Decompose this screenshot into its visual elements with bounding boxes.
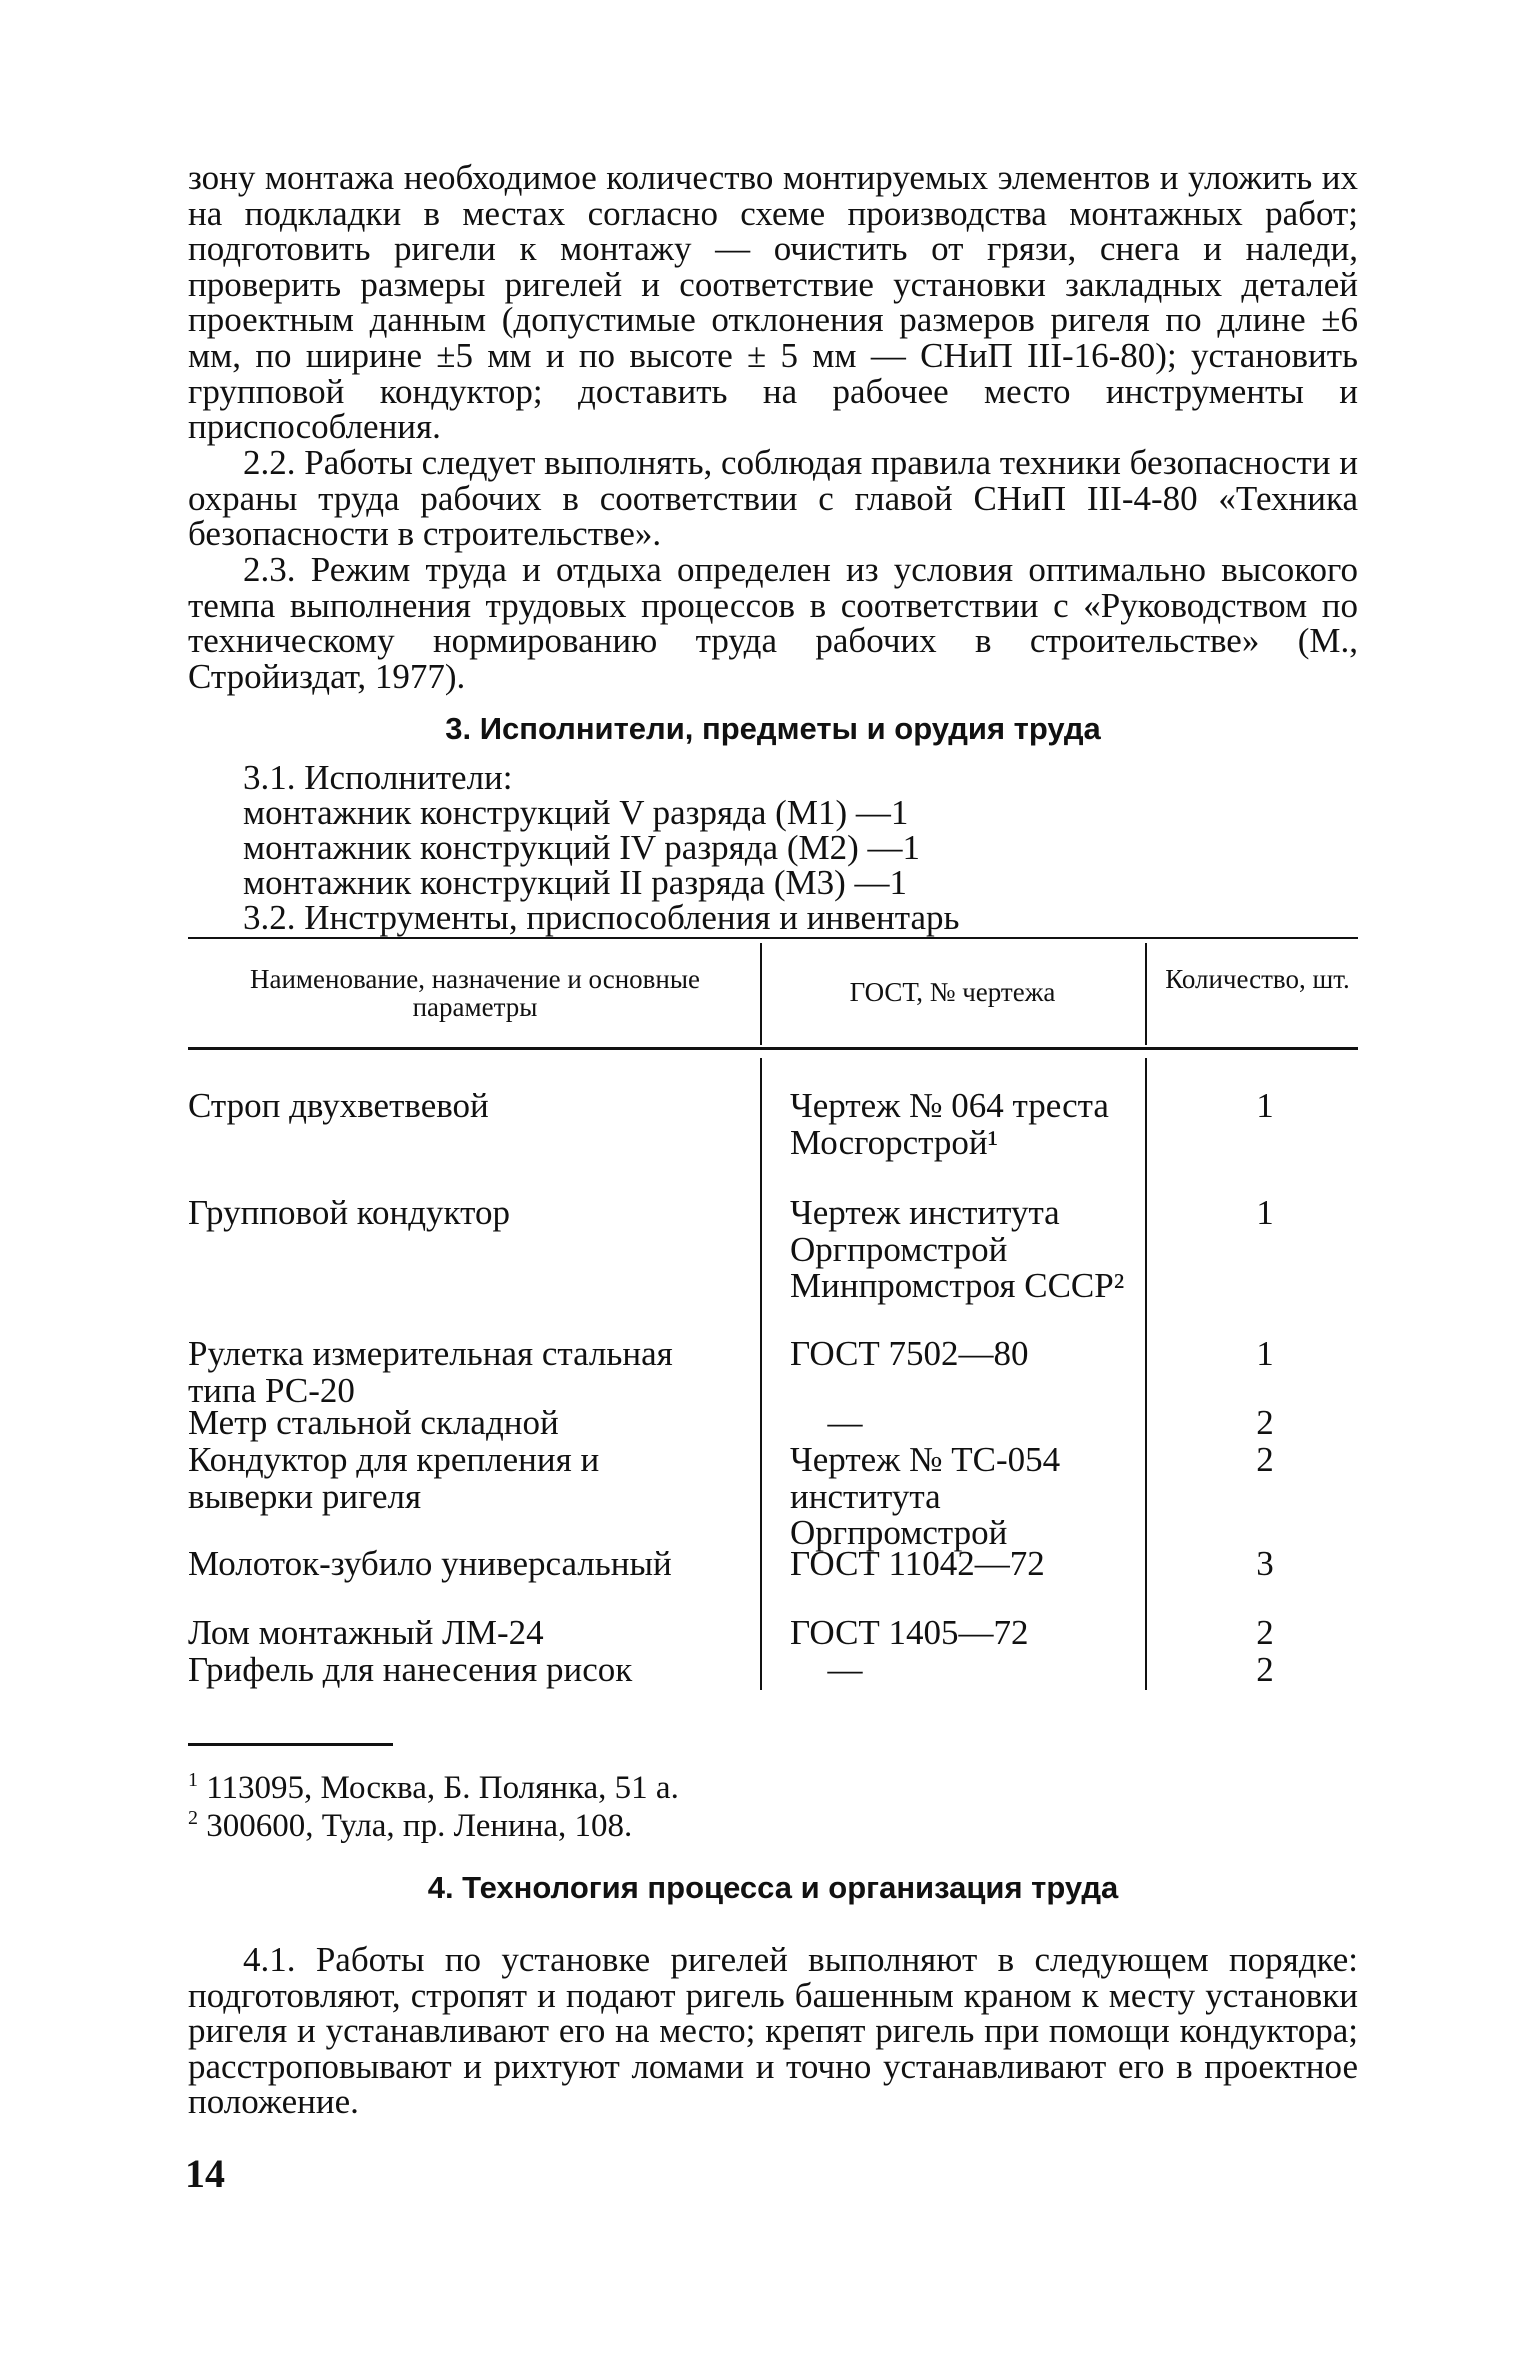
table-cell-name: Рулетка измерительная стальная типа РС-20 (188, 1334, 673, 1410)
table-cell-quantity: 1 (1256, 1193, 1274, 1232)
table-cell-name: Грифель для нанесения рисок (188, 1650, 633, 1689)
column-header-gost: ГОСТ, № чертежа (849, 977, 1056, 1007)
paragraph-2-3: 2.3. Режим труда и отдыха определен из условия оптимально высокого темпа выполнения трудовых процессов в соответствии с «Руководством по техническому нормированию труда рабочих в строительстве» (М., Стройиздат, 1977). (188, 550, 1358, 696)
performer-item: монтажник конструкций V разряда (М1) —1 (243, 793, 909, 832)
table-header-rule (188, 1047, 1358, 1050)
performer-item: монтажник конструкций II разряда (М3) —1 (243, 863, 908, 902)
table-cell-gost: Чертеж № 064 треста Мосгорстрой¹ (790, 1086, 1109, 1162)
table-cell-quantity: 2 (1256, 1403, 1274, 1442)
table-cell-gost: — (827, 1403, 863, 1442)
table-cell-gost: — (827, 1650, 863, 1689)
table-cell-gost: Чертеж № ТС-054 института Оргпромстрой (790, 1440, 1061, 1552)
table-cell-gost: Чертеж института Оргпромстрой Минпромстроя СССР² (790, 1193, 1125, 1305)
table-cell-quantity: 2 (1256, 1650, 1274, 1689)
page-number: 14 (185, 2151, 225, 2196)
footnote (188, 1800, 632, 1844)
table-cell-name: Групповой кондуктор (188, 1193, 510, 1232)
table-top-rule (188, 937, 1358, 939)
tools-heading: 3.2. Инструменты, приспособления и инвентарь (243, 898, 960, 937)
table-cell-quantity: 3 (1256, 1544, 1274, 1583)
footnote-text: 113095, Москва, Б. Полянка, 51 а. (206, 1770, 679, 1806)
table-cell-quantity: 2 (1256, 1440, 1274, 1479)
footnote-mark: 1 (188, 1769, 198, 1791)
table-cell-name: Метр стальной складной (188, 1403, 559, 1442)
table-cell-name: Лом монтажный ЛМ-24 (188, 1613, 544, 1652)
table-cell-quantity: 2 (1256, 1613, 1274, 1652)
column-header-name: Наименование, назначение и основные параметры (250, 964, 700, 1022)
table-cell-quantity: 1 (1256, 1334, 1274, 1373)
table-cell-gost: ГОСТ 7502—80 (790, 1334, 1029, 1373)
table-cell-name: Кондуктор для крепления и выверки ригеля (188, 1440, 600, 1516)
section-3-title: 3. Исполнители, предметы и орудия труда (445, 711, 1101, 746)
performers-heading: 3.1. Исполнители: (243, 758, 513, 797)
table-cell-gost: ГОСТ 11042—72 (790, 1544, 1045, 1583)
intro-paragraph: зону монтажа необходимое количество монтируемых элементов и уложить их на подкладки в местах согласно схеме производства монтажных работ; подготовить ригели к монтажу — очистить от грязи, снега и наледи, проверить размеры ригелей и соответствие установки закладных деталей проектным данным (допустимые отклонения размеров ригеля по длине ±6 мм, по ширине ±5 мм и по высоте ± 5 мм — СНиП III-16-80); установить групповой кондуктор; доставить на рабочее место инструменты и приспособления. (188, 158, 1358, 447)
footnote-mark: 2 (188, 1807, 198, 1829)
table-cell-name: Молоток-зубило универсальный (188, 1544, 672, 1583)
table-cell-quantity: 1 (1256, 1086, 1274, 1125)
table-divider (760, 943, 762, 1045)
footnote-text: 300600, Тула, пр. Ленина, 108. (206, 1808, 633, 1844)
table-divider (1145, 1058, 1147, 1690)
performer-item: монтажник конструкций IV разряда (М2) —1 (243, 828, 921, 867)
section-4-title: 4. Технология процесса и организация труда (427, 1870, 1119, 1905)
paragraph-4-1: 4.1. Работы по установке ригелей выполняют в следующем порядке: подготовляют, стропят и подают ригель башенным краном к месту установки ригеля и устанавливают его на место; крепят ригель при помощи кондуктора; расстроповывают и рихтуют ломами и точно устанавливают его в проектное положение. (188, 1940, 1358, 2122)
table-cell-gost: ГОСТ 1405—72 (790, 1613, 1029, 1652)
table-divider (1145, 943, 1147, 1045)
table-cell-name: Строп двухветвевой (188, 1086, 489, 1125)
column-header-quantity: Количество, шт. (1165, 964, 1350, 994)
footnote-rule (188, 1743, 393, 1746)
paragraph-2-2: 2.2. Работы следует выполнять, соблюдая правила техники безопасности и охраны труда рабочих в соответствии с главой СНиП III-4-80 «Техника безопасности в строительстве». (188, 443, 1358, 554)
table-divider (760, 1058, 762, 1690)
